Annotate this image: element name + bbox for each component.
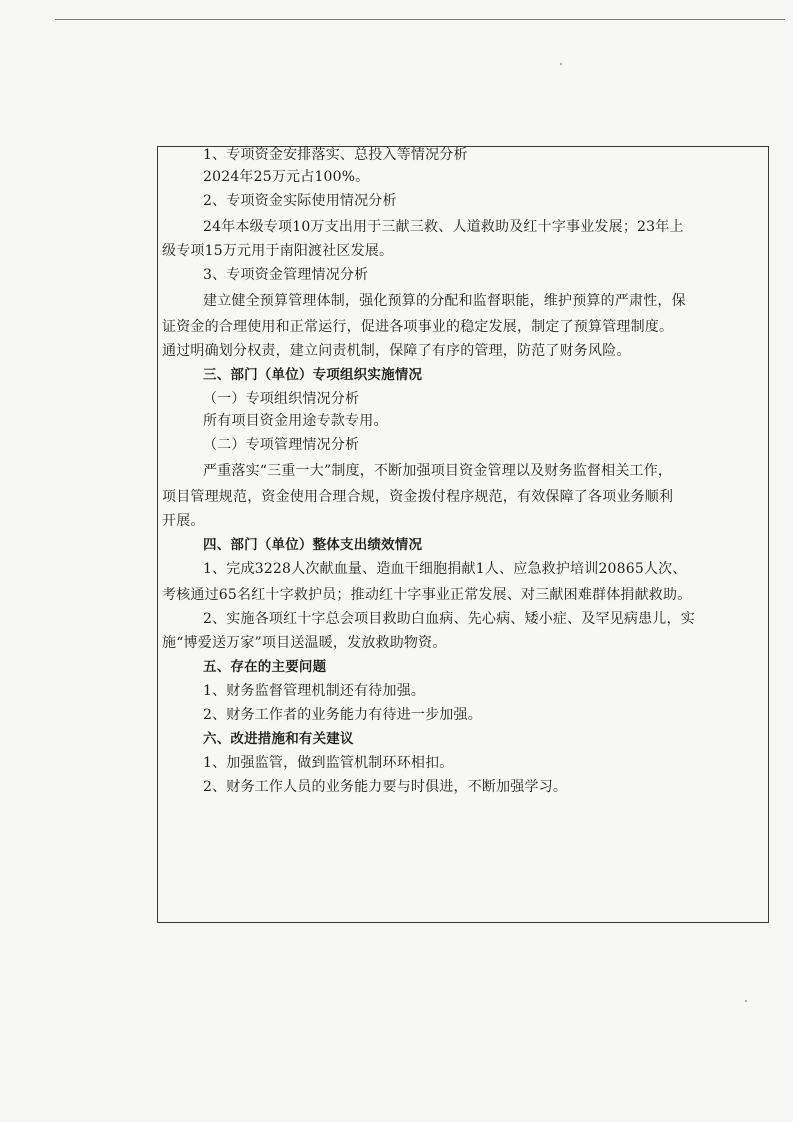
paragraph-line: 项目管理规范，资金使用合理合规，资金拨付程序规范，有效保障了各项业务顺利 <box>162 489 674 505</box>
section-heading: 五、存在的主要问题 <box>203 659 327 675</box>
document-frame <box>157 146 769 923</box>
paragraph-line: 施“博爱送万家”项目送温暖，发放救助物资。 <box>162 635 447 651</box>
scan-speck <box>745 1000 747 1002</box>
paragraph-line: 通过明确划分权责，建立问责机制，保障了有序的管理，防范了财务风险。 <box>162 343 631 359</box>
top-scan-rule <box>55 19 785 20</box>
paragraph-line: 证资金的合理使用和正常运行，促进各项事业的稳定发展，制定了预算管理制度。 <box>162 319 674 335</box>
section-heading: 六、改进措施和有关建议 <box>203 731 354 747</box>
paragraph-line: 2、实施各项红十字总会项目救助白血病、先心病、矮小症、及罕见病患儿，实 <box>203 611 695 627</box>
paragraph-line: 严重落实“三重一大”制度，不断加强项目资金管理以及财务监督相关工作， <box>203 463 673 479</box>
paragraph-line: 2、财务工作人员的业务能力要与时俱进，不断加强学习。 <box>203 779 568 795</box>
scan-speck <box>560 63 562 65</box>
paragraph-line: 2、专项资金实际使用情况分析 <box>203 193 397 209</box>
paragraph-line: 考核通过65名红十字救护员；推动红十字事业正常发展、对三献困难群体捐献救助。 <box>162 587 692 603</box>
paragraph-line: 1、完成3228人次献血量、造血干细胞捐献1人、应急救护培训20865人次、 <box>203 561 687 577</box>
paragraph-line: 24年本级专项10万支出用于三献三救、人道救助及红十字事业发展；23年上 <box>203 219 684 235</box>
paragraph-line: 1、专项资金安排落实、总投入等情况分析 <box>203 147 468 163</box>
section-heading: 三、部门（单位）专项组织实施情况 <box>203 367 423 383</box>
paragraph-line: 1、加强监管，做到监管机制环环相扣。 <box>203 755 454 771</box>
subsection-heading: （一）专项组织情况分析 <box>203 391 360 407</box>
paragraph-line: 2、财务工作者的业务能力有待进一步加强。 <box>203 707 482 723</box>
paragraph-line: 开展。 <box>162 513 205 529</box>
paragraph-line: 级专项15万元用于南阳渡社区发展。 <box>162 243 394 259</box>
paragraph-line: 1、财务监督管理机制还有待加强。 <box>203 683 426 699</box>
paragraph-line: 所有项目资金用途专款专用。 <box>203 413 388 429</box>
paragraph-line: 2024年25万元占100%。 <box>203 169 370 185</box>
paragraph-line: 3、专项资金管理情况分析 <box>203 267 369 283</box>
subsection-heading: （二）专项管理情况分析 <box>203 437 360 453</box>
paragraph-line: 建立健全预算管理体制，强化预算的分配和监督职能，维护预算的严肃性，保 <box>203 293 686 309</box>
section-heading: 四、部门（单位）整体支出绩效情况 <box>203 537 423 553</box>
